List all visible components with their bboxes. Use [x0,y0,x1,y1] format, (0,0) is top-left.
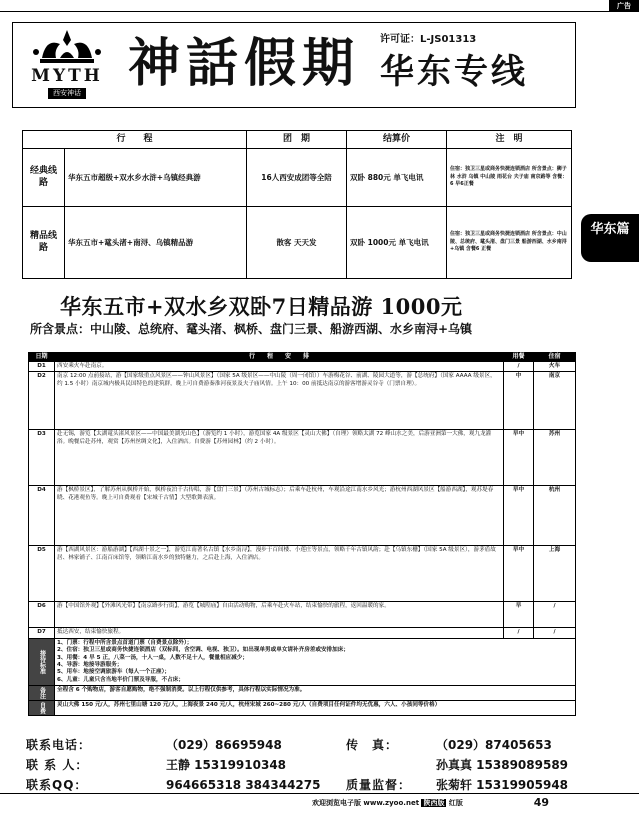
itinerary-header [29,353,576,362]
day-hotel: 上海 [534,546,576,602]
day-hotel: 火车 [534,362,576,372]
day-label: D4 [29,486,55,546]
route-name: 华东五市+鼋头渚+南浔、乌镇精品游 [65,207,247,279]
notes-text: 全程含 6 个购物店，游客自愿购物，绝不强制消费。以上行程仅供参考，具体行程以实际情况为准。 [55,686,576,701]
day-meal: 早中 [504,546,534,602]
contact-value: 964665318 384344275 [166,778,321,792]
tour-price: 双卧 880元 单飞电讯 [347,149,447,207]
contact-row [26,775,586,795]
day-hotel: 杭州 [534,486,576,546]
day-row [29,546,576,602]
col-meal: 用餐 [504,353,534,362]
day-row [29,372,576,430]
day-row [29,486,576,546]
side-tab: 华东篇 [581,214,639,262]
brand-title: 神話假期 [128,34,361,94]
self-pay-label: 自费 [29,701,55,716]
col-dates: 团 期 [247,131,347,149]
summary-table [22,130,572,279]
day-row [29,628,576,638]
contact-label [346,755,436,775]
day-text: 游【枫桥景区】，了解苏州从枫桥开始，枫桥夜泊千古传唱，游【盘门三景】（苏州古城标志）；后乘车赴杭州，车观沿途江南水乡风光；游杭州西湖风景区【船游西湖】，观苏堤春晓、花港观鱼等。晚上可自费观看【宋城千古情】大型歌舞表演。 [55,486,504,546]
day-row [29,602,576,628]
include-item: 5、用车：地接空调旅游车（每人一个正座）； [57,669,170,676]
logo [18,28,116,104]
summary-row [23,149,572,207]
contact-value: （029）86695948 [166,738,282,752]
day-meal: / [504,362,534,372]
itinerary-table [28,352,576,716]
route-category: 经典线路 [23,149,65,207]
ad-tag: 广告 [609,0,639,12]
day-label: D2 [29,372,55,430]
day-row [29,362,576,372]
col-schedule: 行 程 安 排 [55,353,504,362]
footer-section: 红版 [448,799,463,807]
notes-label: 备注 [29,686,55,701]
contact-value: 王静 15319910348 [166,758,287,772]
crown-ornament-icon [32,28,102,68]
day-hotel: 南京 [534,372,576,430]
day-hotel: 苏州 [534,430,576,486]
contact-label: 联系电话： [26,738,92,752]
day-meal: 中 [504,372,534,430]
tour-dates: 散客 天天发 [247,207,347,279]
footer-text: 欢迎浏览电子版 www.zyoo.net [312,799,420,807]
include-item: 2、住宿：独卫三星或商务快捷连锁酒店（双标间，含空调、电视、独卫）。如出现单男或单女请补齐房差或安排加床； [57,647,349,654]
day-label: D7 [29,628,55,638]
product-title: 华东五市+双水乡双卧7日精品游 1000元 [60,294,463,319]
col-hotel: 住宿 [534,353,576,362]
tour-dates: 16人西安成团等全陪 [247,149,347,207]
route-category: 精品线路 [23,207,65,279]
included-sights: 所含景点：中山陵、总统府、鼋头渚、枫桥、盘门三景、船游西湖、水乡南浔+乌镇 [30,322,473,336]
day-meal: 早 [504,602,534,628]
include-item: 6、儿童：儿童只含当地半价门票及导服，不占床； [57,676,184,683]
contacts-block [26,735,586,795]
col-price: 结算价 [347,131,447,149]
footer-edition-chip: 陕西版 [423,799,445,807]
self-pay-text: 灵山大佛 150 元/人，苏州七里山塘 120 元/人，上海夜景 240 元/人，杭州宋城 260~280 元/人（自费项目任何证件均无优惠，六人、小孩同等价格） [55,701,576,716]
col-notes: 注 明 [447,131,572,149]
day-text: 游【中国馆外观】【外滩风光带】【南京路步行街】，游览【城隍庙】自由活动购物，后乘车赴火车站，结束愉快的旅程，返回温暖的家。 [55,602,504,628]
contact-label: 联 系 人： [26,758,89,772]
include-item: 3、用餐：4 早 5 正，八菜一汤，十人一桌，人数不足十人，餐量相应减少； [57,654,248,661]
day-label: D5 [29,546,55,602]
self-pay-row [29,701,576,716]
day-text: 游【西湖风景区：游船游湖】【西湖十景之一】，游览江南著名古镇【水乡南浔】，漫步于百间楼、小莲庄等景点，领略千年古镇风韵；赴【乌镇东栅】（国家 5A 级景区），游茅盾故居、林家铺子、江南百床馆等，领略江南水乡的独特魅力，之后赴上海，入住酒店。 [55,546,504,602]
contact-label: 质量监督： [346,778,412,792]
includes-row [29,638,576,685]
contact-value: 张菊轩 15319905948 [436,778,569,792]
day-text: 南京 12:00 点前接站，游【国家级重点风景区——钟山风景区】（国家 5A 级景区——中山陵（周一闭馆））车游梅花谷、前湖、陵园大道等，游【总统府】（国家 AAAA 级景区，约 1.5 小时）南京城内极具民国特色的建筑群，晚上可自费游秦淮河夜景及夫子庙风情。上午 10：00 前抵达南京的游客增游灵谷寺（门票自理）。 [55,372,504,430]
day-meal: 早中 [504,430,534,486]
summary-header [23,131,572,149]
contact-label: 联系QQ： [26,778,88,792]
day-meal: 早中 [504,486,534,546]
day-text: 抵达西安，结束愉快旅程。 [55,628,504,638]
contact-value: 孙真真 15389089589 [436,758,569,772]
contact-label: 传 真： [346,738,399,752]
contact-row [26,735,586,755]
day-label: D1 [29,362,55,372]
footer-line [312,799,463,808]
day-meal: / [504,628,534,638]
route-name: 华东五市超级+双水乡水浒+乌镇经典游 [65,149,247,207]
top-bar [0,0,639,12]
day-hotel: / [534,628,576,638]
tour-price: 双卧 1000元 单飞电讯 [347,207,447,279]
include-item: 4、导游：地接导游服务； [57,661,123,668]
col-route: 行 程 [23,131,247,149]
tour-notes: 住宿：独卫三星或商务快捷连锁酒店 所含景点：狮子林 水浒 乌镇 中山陵 雨花台 夫子庙 南京路等 含餐：6 早6正餐 [447,149,572,207]
includes-label: 接待标准 [29,638,55,685]
contact-value: （029）87405653 [436,738,552,752]
include-item: 1、门票：行程中所含景点首道门票（自费景点除外）； [57,639,193,646]
includes-list [55,638,576,685]
notes-row [29,686,576,701]
page-number: 49 [533,796,549,809]
day-hotel: / [534,602,576,628]
day-text: 赴无锡，游览【太湖鼋头渚风景区——中国最美湖光山色】（游览约 1 小时），游览国家 4A 级景区【灵山大佛】（自理）领略太湖 72 峰山水之美，后游亚洲第一大佛，观九龙灌浴。晚餐后赴苏州，观赏【苏州丝绸文化】，入住酒店。自费游【苏州园林】（约 2 小时）。 [55,430,504,486]
tour-notes: 住宿：独卫三星或商务快捷连锁酒店 所含景点：中山陵、总统府、鼋头渚、盘门三景 船游西湖、水乡南浔+乌镇 含餐6 正餐 [447,207,572,279]
summary-row [23,207,572,279]
day-text: 西安乘火车赴南京。 [55,362,504,372]
day-label: D3 [29,430,55,486]
footer [0,793,639,814]
col-day: 日期 [29,353,55,362]
license-number: 许可证：L-JS01313 [380,34,477,45]
logo-text: MYTH [31,66,103,86]
logo-subtitle: 西安神话 [48,88,86,99]
branch-title: 华东专线 [380,52,528,92]
day-label: D6 [29,602,55,628]
contact-row [26,755,586,775]
day-row [29,430,576,486]
